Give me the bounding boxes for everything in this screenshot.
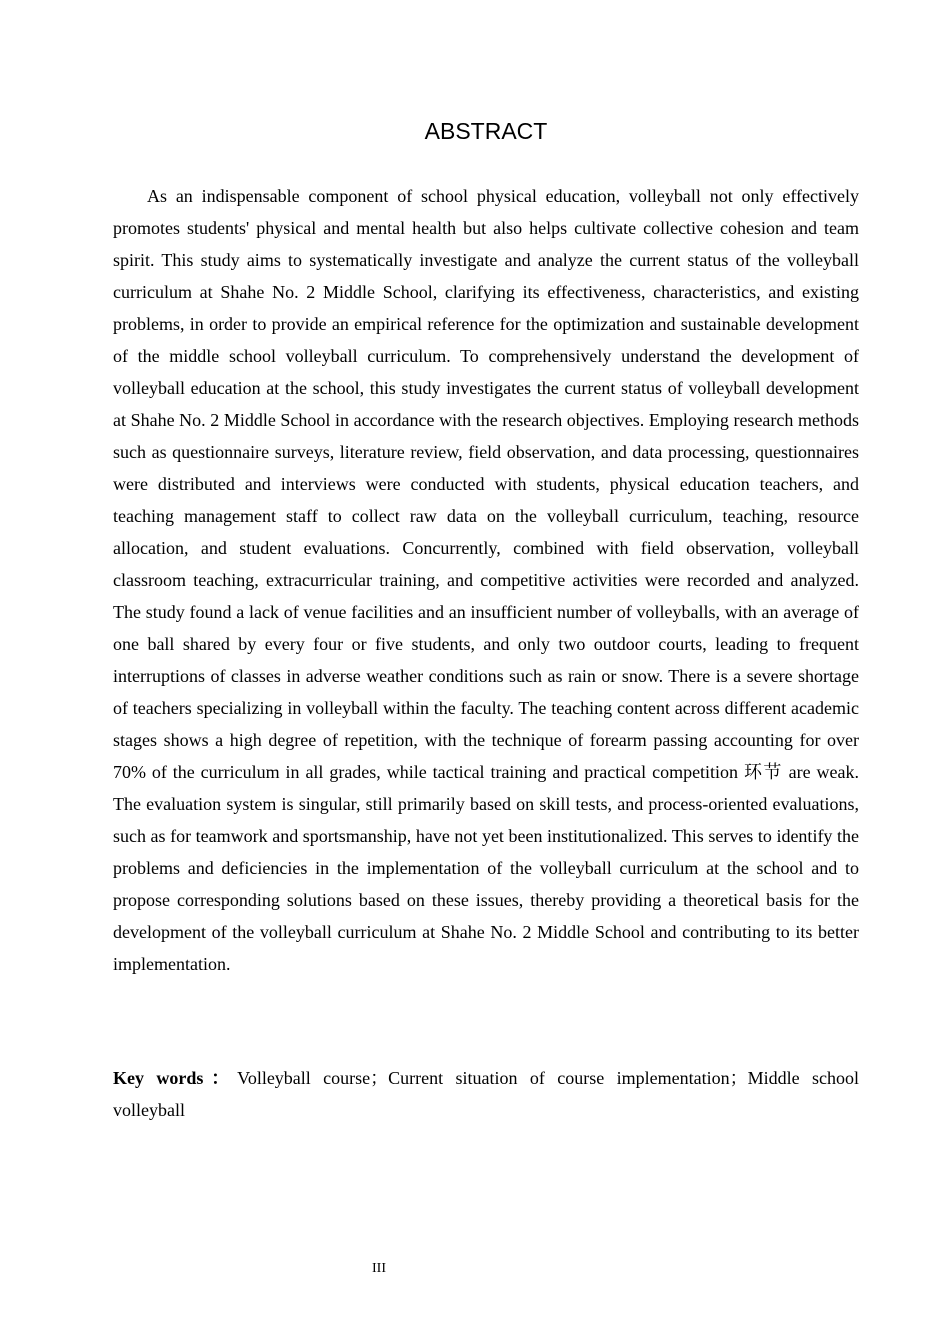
keywords-text: Volleyball course；Current situation of course implementation；Middle school volleyball — [113, 1068, 859, 1120]
keywords-paragraph — [113, 1062, 859, 1126]
abstract-title: ABSTRACT — [424, 118, 548, 144]
page-number: III — [372, 1261, 386, 1276]
abstract-body: As an indispensable component of school physical education, volleyball not only effectively promotes students' physical and mental health but also helps cultivate collective cohesion and team spirit. This study aims to systematically investigate and analyze the current status of the volleyball curriculum at Shahe No. 2 Middle School, clarifying its effectiveness, characteristics, and existing problems, in order to provide an empirical reference for the optimization and sustainable development of the middle school volleyball curriculum. To comprehensively understand the development of volleyball education at the school, this study investigates the current status of volleyball development at Shahe No. 2 Middle School in accordance with the research objectives. Employing research methods such as questionnaire surveys, literature review, field observation, and data processing, questionnaires were distributed and interviews were conducted with students, physical education teachers, and teaching management staff to collect raw data on the volleyball curriculum, teaching, resource allocation, and student evaluations. Concurrently, combined with field observation, volleyball classroom teaching, extracurricular training, and competitive activities were recorded and analyzed. The study found a lack of venue facilities and an insufficient number of volleyballs, with an average of one ball shared by every four or five students, and only two outdoor courts, leading to frequent interruptions of classes in adverse weather conditions such as rain or snow. There is a severe shortage of teachers specializing in volleyball within the faculty. The teaching content across different academic stages shows a high degree of repetition, with the technique of forearm passing accounting for over 70% of the curriculum in all grades, while tactical training and practical competition 环节 are weak. The evaluation system is singular, still primarily based on skill tests, and process-oriented evaluations, such as for teamwork and sportsmanship, have not yet been institutionalized. This serves to identify the problems and deficiencies in the implementation of the volleyball curriculum at the school and to propose corresponding solutions based on these issues, thereby providing a theoretical basis for the development of the volleyball curriculum at Shahe No. 2 Middle School and contributing to its better implementation. — [113, 186, 859, 974]
keywords-label: Key words： — [113, 1068, 238, 1088]
